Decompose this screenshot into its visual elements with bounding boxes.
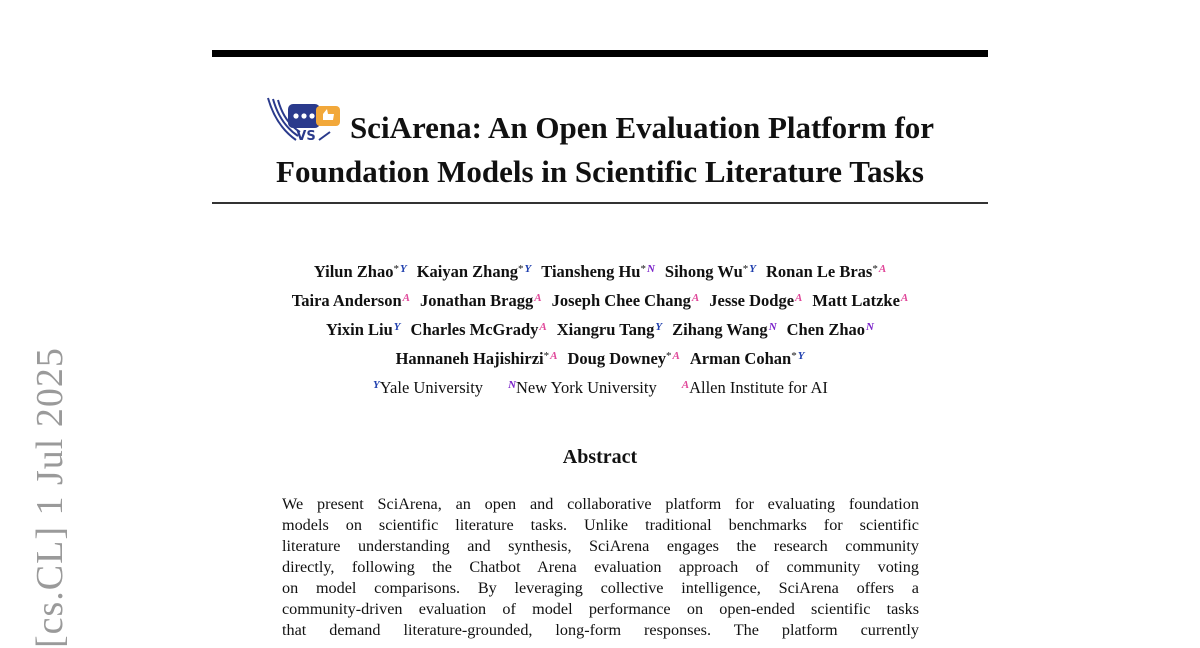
- author-row: [212, 314, 988, 343]
- author-row: [212, 343, 988, 372]
- abstract-line: that demand literature-grounded, long-form responses. The platform currently: [282, 621, 919, 639]
- affiliation-name: Allen Institute for AI: [689, 378, 828, 397]
- title-text-1: SciArena: An Open Evaluation Platform for: [349, 110, 935, 145]
- affiliation-mark: N: [866, 321, 874, 333]
- equal-contribution-mark: *: [543, 350, 550, 362]
- author-name: Yixin Liu: [326, 320, 393, 339]
- abstract-body: [282, 494, 919, 641]
- equal-contribution-mark: *: [666, 350, 672, 362]
- author: [396, 349, 558, 368]
- author: [417, 262, 532, 281]
- affiliation: [507, 378, 657, 397]
- affiliation-mark: A: [878, 263, 887, 275]
- affiliation-name: Yale University: [379, 378, 484, 397]
- affiliation-mark: Y: [749, 263, 756, 275]
- affiliation-mark: N: [646, 263, 655, 275]
- author-name: Matt Latzke: [812, 291, 900, 310]
- author: [552, 291, 700, 310]
- author: [411, 320, 547, 339]
- author: [709, 291, 802, 310]
- title-line-2: Foundation Models in Scientific Literature Tasks: [276, 154, 924, 189]
- chat-bubbles-vs-icon: [266, 96, 344, 153]
- author-name: Kaiyan Zhang: [416, 262, 519, 281]
- author: [787, 320, 874, 339]
- equal-contribution-mark: *: [791, 350, 797, 362]
- author: [665, 262, 756, 281]
- affiliation-mark: Y: [373, 379, 380, 391]
- equal-contribution-mark: *: [640, 263, 646, 275]
- affiliation-mark: A: [795, 292, 803, 304]
- affiliation-mark: Y: [393, 321, 401, 333]
- abstract-line: on model comparisons. By leveraging collective intelligence, SciArena offers a: [282, 579, 919, 597]
- author-name: Ronan Le Bras: [765, 262, 873, 281]
- author: [557, 320, 662, 339]
- author-name: Xiangru Tang: [556, 320, 655, 339]
- author-name: Jonathan Bragg: [419, 291, 534, 310]
- equal-contribution-mark: *: [393, 263, 399, 275]
- affiliation-row: [212, 372, 988, 401]
- author-name: Taira Anderson: [291, 291, 402, 310]
- abstract-line: We present SciArena, an open and collaborative platform for evaluating foundation: [282, 495, 919, 513]
- affiliation-name: New York University: [516, 378, 657, 397]
- abstract-line: community-driven evaluation of model performance on open-ended scientific tasks: [282, 600, 919, 618]
- author: [567, 349, 679, 368]
- author-name: Yilun Zhao: [313, 262, 394, 281]
- author-name: Charles McGrady: [410, 320, 539, 339]
- author: [812, 291, 908, 310]
- affiliation-mark: A: [691, 292, 700, 304]
- author-name: Doug Downey: [567, 349, 667, 368]
- affiliation-mark: Y: [399, 263, 407, 275]
- svg-text:VS: VS: [296, 129, 316, 144]
- author-name: Sihong Wu: [664, 262, 743, 281]
- title-line-1: [212, 96, 988, 153]
- affiliation-mark: Y: [524, 263, 532, 275]
- equal-contribution-mark: *: [518, 263, 524, 275]
- author: [766, 262, 886, 281]
- top-rule: [212, 50, 988, 57]
- author-list: [212, 256, 988, 401]
- author-name: Joseph Chee Chang: [551, 291, 691, 310]
- equal-contribution-mark: *: [872, 263, 878, 275]
- affiliation-mark: A: [681, 379, 690, 391]
- abstract-line: models on scientific literature tasks. Unlike traditional benchmarks for scientific: [282, 516, 919, 534]
- equal-contribution-mark: *: [742, 263, 749, 275]
- abstract-line: directly, following the Chatbot Arena evaluation approach of community voting: [282, 558, 919, 576]
- author-name: Chen Zhao: [786, 320, 866, 339]
- abstract-line: literature understanding and synthesis, SciArena engages the research community: [282, 537, 919, 555]
- affiliation-mark: Y: [655, 321, 663, 333]
- author: [292, 291, 410, 310]
- affiliation-mark: A: [900, 292, 909, 304]
- abstract-heading: Abstract: [562, 446, 638, 468]
- mid-rule: [212, 202, 988, 204]
- author-row: [212, 285, 988, 314]
- author: [420, 291, 542, 310]
- affiliation: [681, 378, 828, 397]
- paper-title: [212, 96, 988, 191]
- affiliation-mark: A: [550, 350, 558, 362]
- author-name: Tiansheng Hu: [541, 262, 641, 281]
- author-name: Hannaneh Hajishirzi: [395, 349, 544, 368]
- author-name: Arman Cohan: [689, 349, 792, 368]
- affiliation-mark: Y: [797, 350, 805, 362]
- affiliation-mark: A: [534, 292, 542, 304]
- author-name: Jesse Dodge: [709, 291, 795, 310]
- arxiv-stamp: [cs.CL] 1 Jul 2025: [29, 347, 71, 648]
- affiliation-mark: A: [539, 321, 547, 333]
- author: [326, 320, 401, 339]
- author-row: [212, 256, 988, 285]
- affiliation-mark: N: [768, 321, 777, 333]
- author-name: Zihang Wang: [672, 320, 768, 339]
- author: [314, 262, 407, 281]
- affiliation-mark: A: [402, 292, 410, 304]
- author: [541, 262, 655, 281]
- affiliation-mark: N: [508, 379, 517, 391]
- affiliation: [372, 378, 483, 397]
- author: [672, 320, 777, 339]
- author: [690, 349, 805, 368]
- affiliation-mark: A: [672, 350, 680, 362]
